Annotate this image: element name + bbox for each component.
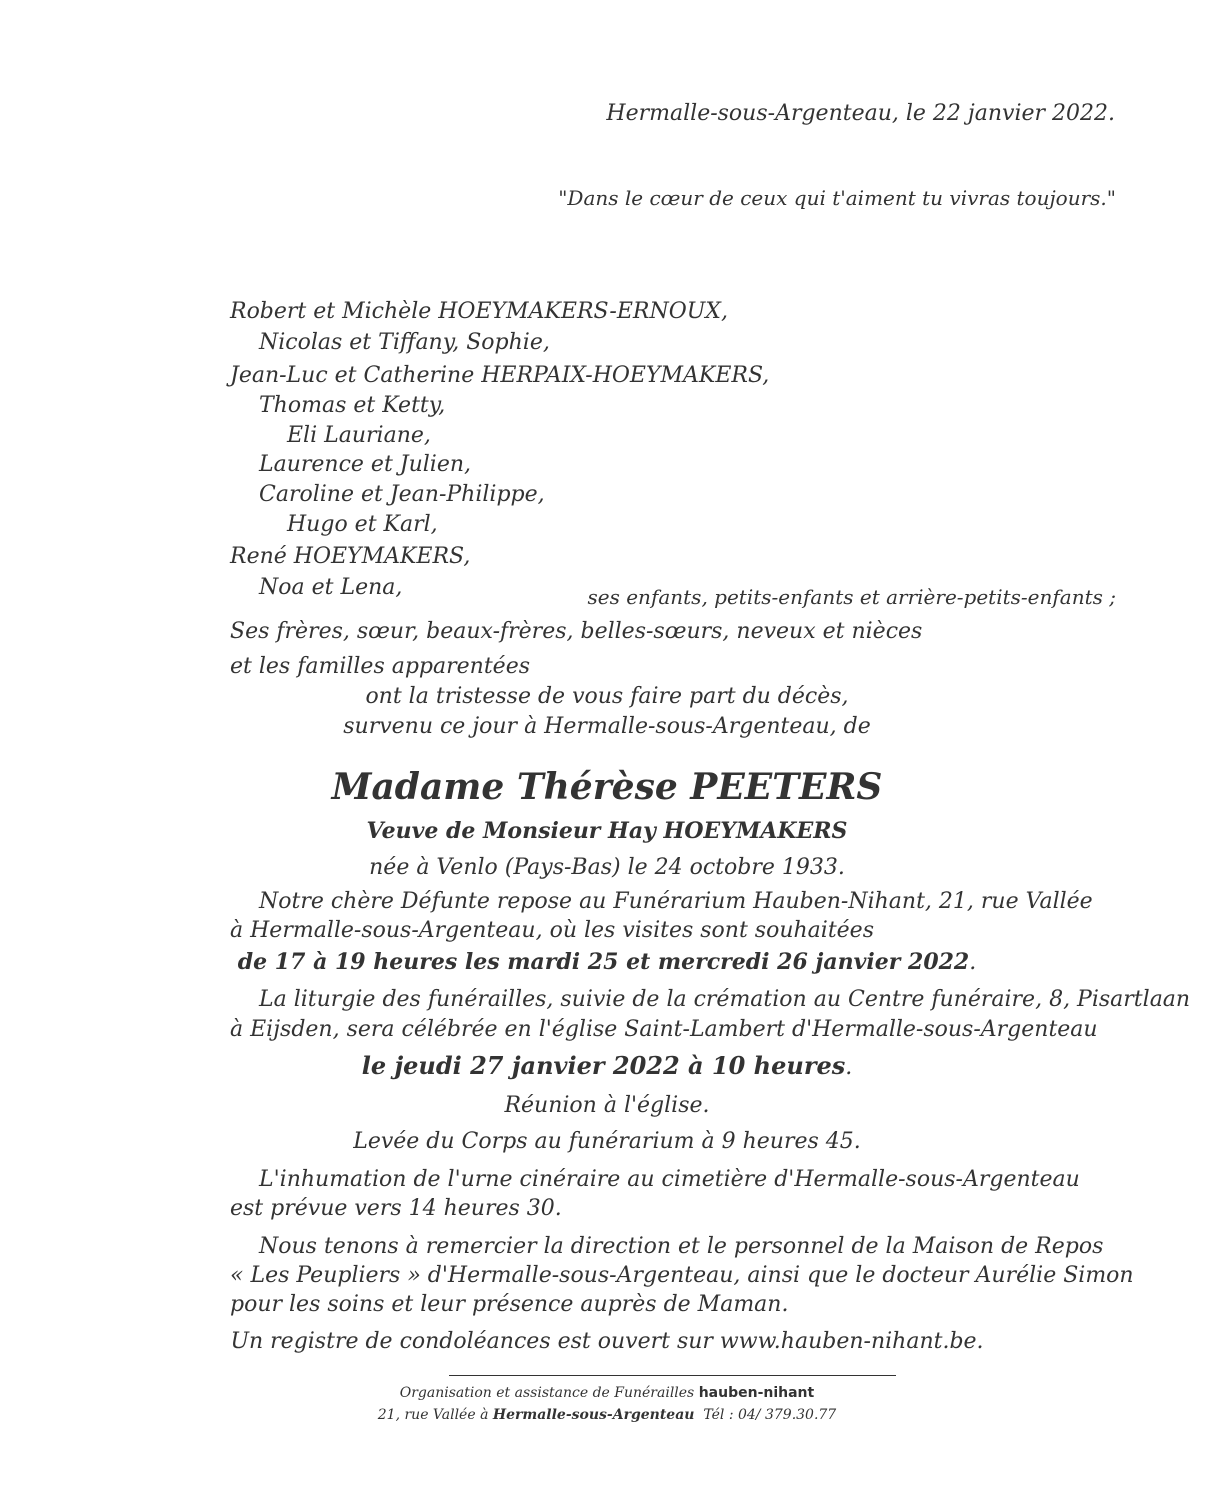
epitaph-quote: "Dans le cœur de ceux qui t'aiment tu vivras toujours." — [558, 186, 1116, 210]
family-line: Laurence et Julien, — [259, 452, 472, 477]
family-line: Jean-Luc et Catherine HERPAIX-HOEYMAKERS, — [230, 363, 770, 388]
thanks-line: « Les Peupliers » d'Hermalle-sous-Argenteau, ainsi que le docteur Aurélie Simon — [230, 1263, 1134, 1288]
place-date: Hermalle-sous-Argenteau, le 22 janvier 2022. — [606, 101, 1115, 126]
liturgy-date — [0, 1051, 1214, 1080]
footer-addr-prefix: 21, rue Vallée à — [377, 1407, 493, 1423]
inhumation-line: L'inhumation de l'urne cinéraire au cimetière d'Hermalle-sous-Argenteau — [259, 1167, 1080, 1192]
families-line: et les familles apparentées — [230, 654, 530, 679]
family-line: Hugo et Karl, — [287, 512, 438, 537]
liturgy-date-text: le jeudi 27 janvier 2022 à 10 heures — [361, 1051, 846, 1080]
footer-org-text: Organisation et assistance de Funérailles — [399, 1385, 699, 1401]
deceased-name: Madame Thérèse PEETERS — [331, 766, 883, 808]
footer-organisation — [0, 1386, 1214, 1400]
announce-line: survenu ce jour à Hermalle-sous-Argenteau, de — [343, 714, 871, 739]
family-line: Robert et Michèle HOEYMAKERS-ERNOUX, — [230, 299, 728, 324]
family-line: Noa et Lena, — [259, 575, 403, 600]
family-relation: ses enfants, petits-enfants et arrière-petits-enfants ; — [587, 585, 1116, 609]
meeting-line: Réunion à l'église. — [504, 1093, 710, 1118]
liturgy-line: La liturgie des funérailles, suivie de la crémation au Centre funéraire, 8, Pisartlaan — [259, 987, 1191, 1012]
widow-line: Veuve de Monsieur Hay HOEYMAKERS — [366, 818, 848, 844]
birth-line: née à Venlo (Pays-Bas) le 24 octobre 1933. — [369, 855, 845, 880]
visits-hours-text: de 17 à 19 heures les mardi 25 et mercredi 26 janvier 2022 — [237, 949, 970, 975]
family-line: Caroline et Jean-Philippe, — [259, 482, 545, 507]
inhumation-line: est prévue vers 14 heures 30. — [230, 1196, 562, 1221]
footer-divider — [449, 1375, 896, 1376]
family-line: Thomas et Ketty, — [259, 393, 446, 418]
visits-hours — [0, 951, 1214, 974]
thanks-line: Nous tenons à remercier la direction et le personnel de la Maison de Repos — [259, 1234, 1104, 1259]
liturgy-date-period: . — [845, 1055, 853, 1080]
siblings-line: Ses frères, sœur, beaux-frères, belles-sœurs, neveux et nièces — [230, 619, 923, 644]
announce-line: ont la tristesse de vous faire part du décès, — [365, 684, 849, 709]
thanks-line: pour les soins et leur présence auprès de Maman. — [230, 1292, 789, 1317]
family-line: Nicolas et Tiffany, Sophie, — [259, 330, 550, 355]
footer-phone: Tél : 04/ 379.30.77 — [694, 1407, 837, 1423]
liturgy-line: à Eijsden, sera célébrée en l'église Saint-Lambert d'Hermalle-sous-Argenteau — [230, 1017, 1098, 1042]
footer-addr-town: Hermalle-sous-Argenteau — [492, 1407, 695, 1423]
visits-line: Notre chère Défunte repose au Funérarium Hauben-Nihant, 21, rue Vallée — [259, 889, 1093, 914]
visits-line: à Hermalle-sous-Argenteau, où les visites sont souhaitées — [230, 918, 874, 943]
footer-brand-logo: hauben-nihant — [698, 1385, 815, 1401]
family-line: Eli Lauriane, — [287, 423, 431, 448]
levee-line: Levée du Corps au funérarium à 9 heures 45. — [353, 1129, 861, 1154]
visits-hours-period: . — [969, 950, 977, 975]
family-line: René HOEYMAKERS, — [230, 544, 471, 569]
registry-line: Un registre de condoléances est ouvert sur www.hauben-nihant.be. — [230, 1329, 984, 1354]
footer-address — [0, 1408, 1214, 1422]
